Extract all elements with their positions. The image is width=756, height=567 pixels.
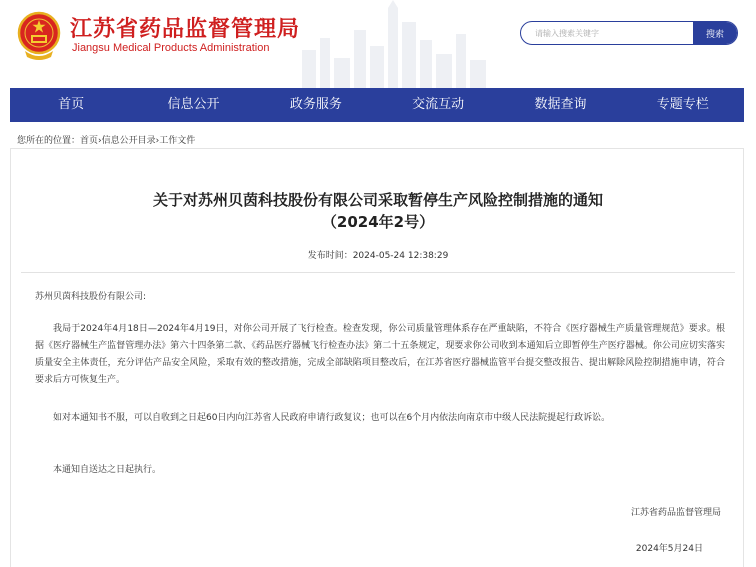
breadcrumb-work-documents[interactable]: 工作文件 xyxy=(159,136,196,146)
nav-item-data-query[interactable]: 数据查询 xyxy=(534,97,587,112)
site-header xyxy=(0,0,756,88)
search-input[interactable] xyxy=(521,22,697,44)
issuer-signature: 江苏省药品监督管理局 xyxy=(630,508,721,518)
issue-date: 2024年5月24日 xyxy=(635,544,703,554)
search-box xyxy=(520,21,738,45)
breadcrumb-info-catalog[interactable]: 信息公开目录 xyxy=(101,136,156,146)
body-paragraph-1: 我局于2024年4月18日—2024年4月19日，对你公司开展了飞行检查。检查发现，你公司质量管理体系存在严重缺陷，不符合《医疗器械生产质量管理规范》要求。根据《医疗器械生产监督管理办法》第六十四条第二款、《药品医疗器械飞行检查办法》第二十五条规定，现要求你公司收到本通知后立即暂停生产医疗器械。你公司应切实落实质量安全主体责任，充分评估产品安全风险，采取有效的整改措施，完成全部缺陷项目整改后，在江苏省医疗器械监管平台提交整改报告、提出解除风险控制措施申请，符合要求后方可恢复生产。 xyxy=(35,324,725,385)
nav-item-home[interactable]: 首页 xyxy=(58,97,85,112)
publish-time xyxy=(11,248,745,261)
breadcrumb xyxy=(17,133,195,146)
breadcrumb-home[interactable]: 首页 xyxy=(80,136,99,146)
article-title-line1: 关于对苏州贝茵科技股份有限公司采取暂停生产风险控制措施的通知 xyxy=(152,191,603,209)
salutation: 苏州贝茵科技股份有限公司: xyxy=(35,292,147,302)
site-title-english: Jiangsu Medical Products Administration xyxy=(72,42,270,54)
main-nav xyxy=(10,88,744,122)
body-paragraph-3: 本通知自送达之日起执行。 xyxy=(53,465,162,475)
nav-item-gov-services[interactable]: 政务服务 xyxy=(289,97,342,112)
nav-item-info-disclosure[interactable]: 信息公开 xyxy=(167,97,220,112)
publish-time-label: 发布时间： xyxy=(307,251,353,261)
article-panel xyxy=(10,148,744,567)
national-emblem-icon xyxy=(17,11,61,61)
title-divider xyxy=(21,272,735,273)
body-paragraph-2: 如对本通知书不服，可以自收到之日起60日内向江苏省人民政府申请行政复议；也可以在6个月内依法向南京市中级人民法院提起行政诉讼。 xyxy=(53,413,611,423)
breadcrumb-prefix: 您所在的位置： xyxy=(17,136,81,146)
nav-item-interaction[interactable]: 交流互动 xyxy=(412,97,465,112)
publish-time-value: 2024-05-24 12:38:29 xyxy=(352,251,449,261)
search-button[interactable]: 搜索 xyxy=(693,22,737,44)
breadcrumb-separator: › xyxy=(155,136,160,146)
city-skyline-decoration xyxy=(292,0,492,88)
nav-item-special-topics[interactable]: 专题专栏 xyxy=(656,97,709,112)
site-title-chinese[interactable]: 江苏省药品监督管理局 xyxy=(70,17,301,42)
article-title xyxy=(11,189,745,233)
article-title-line2: （2024年2号） xyxy=(321,213,435,231)
breadcrumb-separator: › xyxy=(98,136,102,146)
